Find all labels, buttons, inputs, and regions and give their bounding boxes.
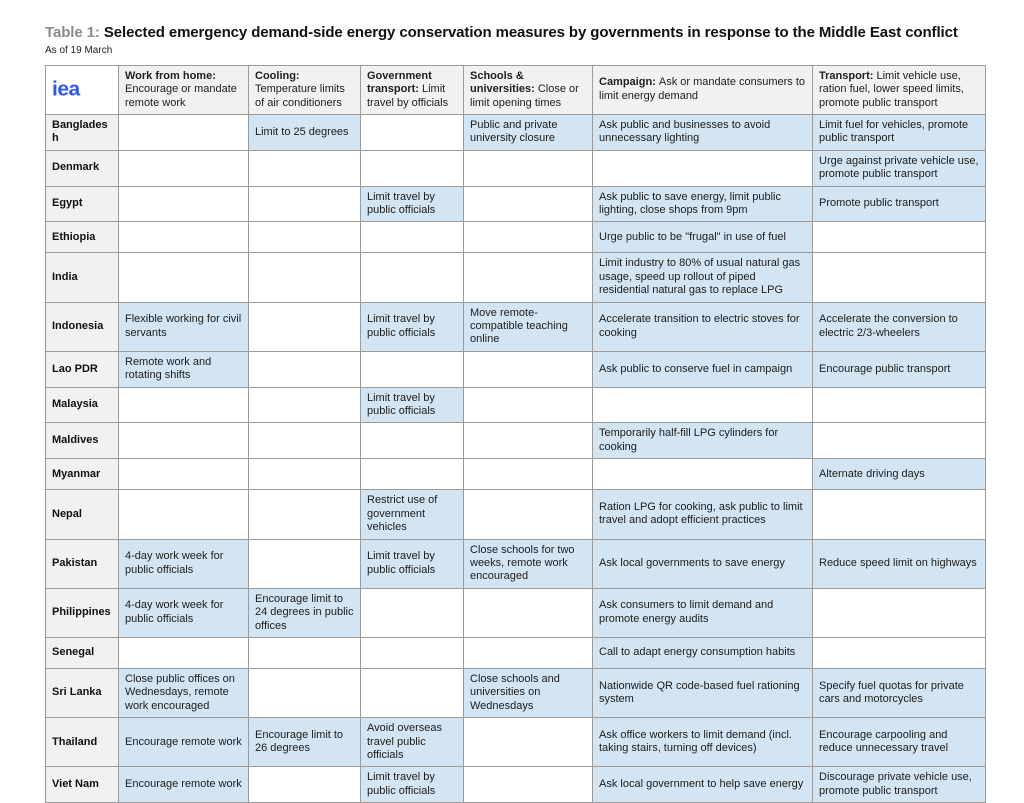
measure-cell (249, 351, 361, 387)
measure-cell (464, 186, 593, 222)
column-header-work-from-home: Work from home: Encourage or mandate remote work (119, 65, 249, 114)
table-row (46, 150, 986, 186)
measure-cell: Close schools for two weeks, remote work encouraged (464, 539, 593, 588)
country-cell: Ethiopia (46, 222, 119, 253)
country-cell: Pakistan (46, 539, 119, 588)
country-cell: Egypt (46, 186, 119, 222)
country-cell: India (46, 253, 119, 302)
measure-cell (361, 668, 464, 717)
logo-header-cell (46, 65, 119, 114)
measure-cell: Urge against private vehicle use, promote public transport (813, 150, 986, 186)
table-row (46, 302, 986, 351)
country-cell: Senegal (46, 637, 119, 668)
measure-cell: Temporarily half-fill LPG cylinders for cooking (593, 423, 813, 459)
table-header-row (46, 65, 986, 114)
table-row (46, 490, 986, 539)
table-row (46, 668, 986, 717)
column-header-campaign: Campaign: Ask or mandate consumers to limit energy demand (593, 65, 813, 114)
measure-cell (464, 637, 593, 668)
country-cell: Denmark (46, 150, 119, 186)
country-cell: Sri Lanka (46, 668, 119, 717)
table-number-label: Table 1: (45, 24, 100, 41)
measure-cell (464, 459, 593, 490)
measure-cell: Ask local governments to save energy (593, 539, 813, 588)
country-cell: Maldives (46, 423, 119, 459)
measure-cell (593, 387, 813, 423)
table-row (46, 718, 986, 767)
measure-cell: Avoid overseas travel public officials (361, 718, 464, 767)
table-subtitle: As of 19 March (45, 44, 113, 56)
measure-cell (464, 351, 593, 387)
measure-cell (361, 253, 464, 302)
measure-cell: Flexible working for civil servants (119, 302, 249, 351)
measure-cell (119, 387, 249, 423)
country-cell: Nepal (46, 490, 119, 539)
measure-cell: 4-day work week for public officials (119, 539, 249, 588)
measure-cell (361, 459, 464, 490)
measure-cell (119, 253, 249, 302)
country-cell: Bangladesh (46, 114, 119, 150)
measure-cell (464, 222, 593, 253)
country-cell: Lao PDR (46, 351, 119, 387)
measure-cell (361, 222, 464, 253)
measure-cell: Encourage public transport (813, 351, 986, 387)
measure-cell (249, 186, 361, 222)
measure-cell (464, 423, 593, 459)
measure-cell (813, 222, 986, 253)
measure-cell (249, 668, 361, 717)
table-row (46, 114, 986, 150)
measure-cell (464, 150, 593, 186)
measure-cell (464, 253, 593, 302)
measure-cell: Nationwide QR code-based fuel rationing system (593, 668, 813, 717)
measure-cell (361, 150, 464, 186)
measure-cell (119, 423, 249, 459)
measure-cell: Accelerate transition to electric stoves for cooking (593, 302, 813, 351)
measure-cell (249, 459, 361, 490)
measure-cell (361, 588, 464, 637)
table-row (46, 459, 986, 490)
measure-cell (813, 253, 986, 302)
measure-cell (249, 222, 361, 253)
measure-cell: Discourage private vehicle use, promote public transport (813, 767, 986, 803)
measure-cell: Accelerate the conversion to electric 2/3-wheelers (813, 302, 986, 351)
column-header-government-transport: Government transport: Limit travel by officials (361, 65, 464, 114)
table-row (46, 186, 986, 222)
measure-cell: Remote work and rotating shifts (119, 351, 249, 387)
measure-cell: Restrict use of government vehicles (361, 490, 464, 539)
country-cell: Philippines (46, 588, 119, 637)
measure-cell: Close schools and universities on Wednesdays (464, 668, 593, 717)
column-header-schools-universities: Schools & universities: Close or limit opening times (464, 65, 593, 114)
table-row (46, 767, 986, 803)
measure-cell: Alternate driving days (813, 459, 986, 490)
measure-cell: Limit travel by public officials (361, 767, 464, 803)
measure-cell: Call to adapt energy consumption habits (593, 637, 813, 668)
measure-cell: Limit industry to 80% of usual natural gas usage, speed up rollout of piped residential natural gas to replace LPG (593, 253, 813, 302)
measure-cell (119, 637, 249, 668)
measure-cell (119, 150, 249, 186)
measure-cell: Ask office workers to limit demand (incl. taking stairs, turning off devices) (593, 718, 813, 767)
measure-cell (464, 767, 593, 803)
measure-cell: Ask consumers to limit demand and promote energy audits (593, 588, 813, 637)
measure-cell: Limit travel by public officials (361, 302, 464, 351)
measure-cell (249, 302, 361, 351)
measure-cell: Public and private university closure (464, 114, 593, 150)
measure-cell (813, 490, 986, 539)
measure-cell (464, 718, 593, 767)
measure-cell (813, 387, 986, 423)
measure-cell: Encourage carpooling and reduce unnecessary travel (813, 718, 986, 767)
measure-cell (249, 387, 361, 423)
measure-cell: Encourage limit to 26 degrees (249, 718, 361, 767)
country-cell: Myanmar (46, 459, 119, 490)
measure-cell (119, 459, 249, 490)
column-header-cooling: Cooling: Temperature limits of air conditioners (249, 65, 361, 114)
measure-cell (119, 222, 249, 253)
table-row (46, 637, 986, 668)
measure-cell: Limit travel by public officials (361, 539, 464, 588)
measures-table (45, 65, 986, 803)
measure-cell (249, 767, 361, 803)
measure-cell: Reduce speed limit on highways (813, 539, 986, 588)
table-row (46, 253, 986, 302)
measure-cell (464, 588, 593, 637)
measure-cell: Limit travel by public officials (361, 186, 464, 222)
measure-cell (119, 490, 249, 539)
table-row (46, 351, 986, 387)
measure-cell (361, 423, 464, 459)
measure-cell (119, 114, 249, 150)
measure-cell (249, 637, 361, 668)
measure-cell: Ask public and businesses to avoid unnecessary lighting (593, 114, 813, 150)
measure-cell (593, 459, 813, 490)
table-row (46, 423, 986, 459)
measure-cell (249, 539, 361, 588)
measure-cell (464, 490, 593, 539)
iea-logo: iea (52, 78, 80, 101)
measure-cell (813, 637, 986, 668)
measure-cell (249, 423, 361, 459)
measure-cell: Ask public to conserve fuel in campaign (593, 351, 813, 387)
measure-cell (249, 490, 361, 539)
column-header-transport: Transport: Limit vehicle use, ration fuel, lower speed limits, promote public transport (813, 65, 986, 114)
measure-cell (119, 186, 249, 222)
table-row (46, 387, 986, 423)
measure-cell: Move remote-compatible teaching online (464, 302, 593, 351)
measure-cell (813, 423, 986, 459)
measure-cell: Limit fuel for vehicles, promote public transport (813, 114, 986, 150)
table-row (46, 222, 986, 253)
table-row (46, 588, 986, 637)
measure-cell: 4-day work week for public officials (119, 588, 249, 637)
measure-cell: Encourage remote work (119, 718, 249, 767)
measure-cell (813, 588, 986, 637)
measure-cell: Promote public transport (813, 186, 986, 222)
page-title (45, 24, 985, 43)
measure-cell (593, 150, 813, 186)
country-cell: Indonesia (46, 302, 119, 351)
measure-cell (361, 637, 464, 668)
table-row (46, 539, 986, 588)
measure-cell (249, 150, 361, 186)
measure-cell: Limit travel by public officials (361, 387, 464, 423)
country-cell: Malaysia (46, 387, 119, 423)
measure-cell (249, 253, 361, 302)
measure-cell: Encourage remote work (119, 767, 249, 803)
measure-cell: Close public offices on Wednesdays, remote work encouraged (119, 668, 249, 717)
measure-cell: Ask local government to help save energy (593, 767, 813, 803)
measure-cell (361, 114, 464, 150)
table-title-text: Selected emergency demand-side energy conservation measures by governments in response to the Middle East conflict (103, 24, 958, 41)
measure-cell (464, 387, 593, 423)
measure-cell (361, 351, 464, 387)
country-cell: Viet Nam (46, 767, 119, 803)
measure-cell: Ration LPG for cooking, ask public to limit travel and adopt efficient practices (593, 490, 813, 539)
measure-cell: Encourage limit to 24 degrees in public offices (249, 588, 361, 637)
measure-cell: Specify fuel quotas for private cars and motorcycles (813, 668, 986, 717)
country-cell: Thailand (46, 718, 119, 767)
measure-cell: Ask public to save energy, limit public lighting, close shops from 9pm (593, 186, 813, 222)
measure-cell: Limit to 25 degrees (249, 114, 361, 150)
measure-cell: Urge public to be "frugal" in use of fuel (593, 222, 813, 253)
